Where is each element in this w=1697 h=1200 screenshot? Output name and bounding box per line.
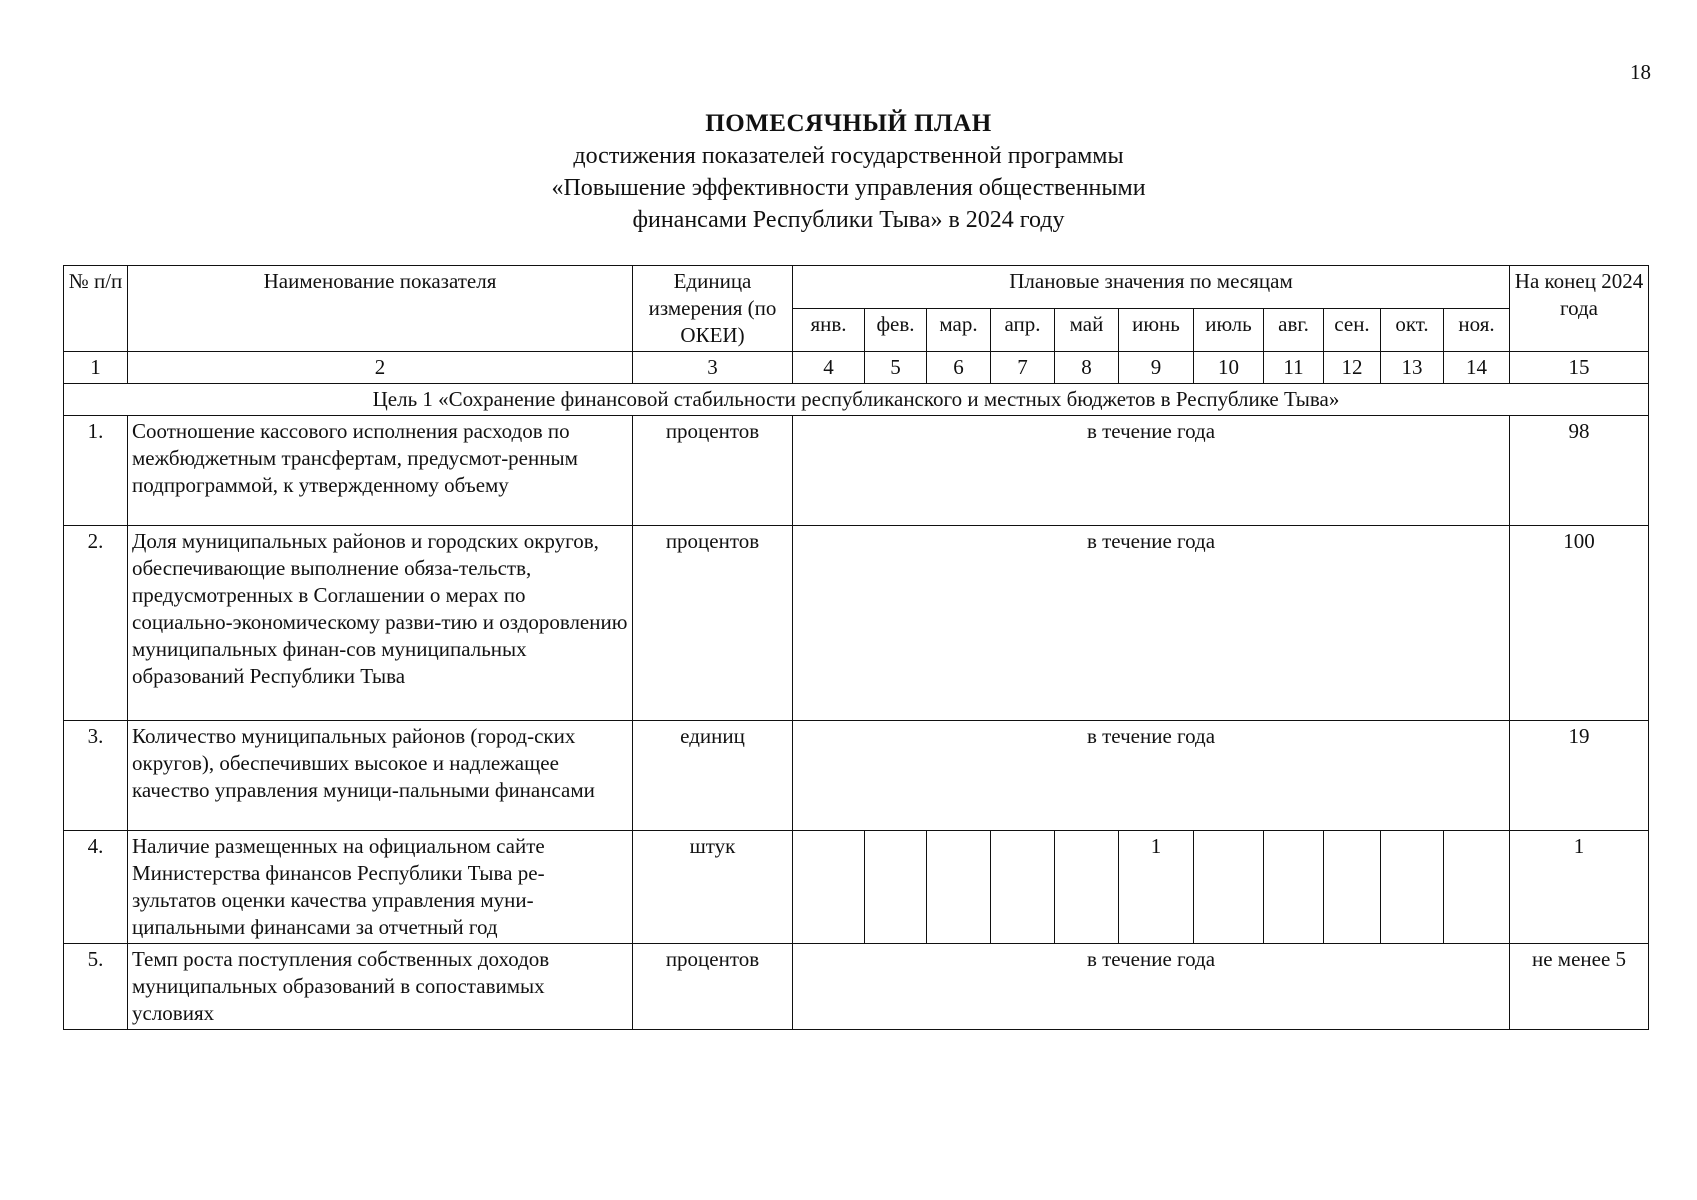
end-of-year-value: 19 <box>1510 721 1649 831</box>
unit-cell: штук <box>633 831 793 944</box>
document-subtitle-line-3: финансами Республики Тыва» в 2024 году <box>632 207 1065 233</box>
unit-cell: единиц <box>633 721 793 831</box>
column-number: 6 <box>927 352 991 384</box>
indicator-name: Соотношение кассового исполнения расходов по межбюджетным трансфертам, предусмот-ренным подпрограммой, к утвержденному объему <box>128 416 633 526</box>
column-number: 2 <box>128 352 633 384</box>
goal-text: Цель 1 «Сохранение финансовой стабильности республиканского и местных бюджетов в Республике Тыва» <box>64 384 1649 416</box>
month-value-cell <box>793 831 865 944</box>
column-number: 7 <box>991 352 1055 384</box>
column-number: 15 <box>1510 352 1649 384</box>
header-month: янв. <box>793 309 865 352</box>
column-number-row <box>64 352 1649 384</box>
row-number: 5. <box>64 944 128 1030</box>
header-plan-values: Плановые значения по месяцам <box>793 266 1510 309</box>
column-number: 11 <box>1264 352 1324 384</box>
header-month: мар. <box>927 309 991 352</box>
end-of-year-value: 100 <box>1510 526 1649 721</box>
goal-row <box>64 384 1649 416</box>
end-of-year-value: 98 <box>1510 416 1649 526</box>
column-number: 5 <box>865 352 927 384</box>
column-number: 4 <box>793 352 865 384</box>
indicator-name: Доля муниципальных районов и городских округов, обеспечивающие выполнение обяза-тельств, предусмотренных в Соглашении о мерах по социально-экономическому разви-тию и оздоровлению муниципальных финан-сов муниципальных образований Республики Тыва <box>128 526 633 721</box>
month-value-cell <box>1381 831 1444 944</box>
page-number: 18 <box>1630 60 1651 84</box>
row-number: 4. <box>64 831 128 944</box>
document-title: ПОМЕСЯЧНЫЙ ПЛАН <box>705 110 992 137</box>
header-month: авг. <box>1264 309 1324 352</box>
header-month: сен. <box>1324 309 1381 352</box>
column-number: 13 <box>1381 352 1444 384</box>
month-value-cell <box>1324 831 1381 944</box>
column-number: 9 <box>1119 352 1194 384</box>
header-unit: Единица измерения (по ОКЕИ) <box>633 266 793 352</box>
document-heading <box>0 108 1697 236</box>
header-month: фев. <box>865 309 927 352</box>
header-month: июль <box>1194 309 1264 352</box>
end-of-year-value: не менее 5 <box>1510 944 1649 1030</box>
indicator-name: Наличие размещенных на официальном сайте Министерства финансов Республики Тыва ре-зультатов оценки качества управления муни-ципальными финансами за отчетный год <box>128 831 633 944</box>
column-number: 8 <box>1055 352 1119 384</box>
during-year-cell: в течение года <box>793 416 1510 526</box>
table-row <box>64 416 1649 526</box>
indicator-name: Темп роста поступления собственных доходов муниципальных образований в сопоставимых условиях <box>128 944 633 1030</box>
table-row <box>64 526 1649 721</box>
header-month: май <box>1055 309 1119 352</box>
month-value-cell <box>1264 831 1324 944</box>
during-year-cell: в течение года <box>793 526 1510 721</box>
row-number: 3. <box>64 721 128 831</box>
unit-cell: процентов <box>633 526 793 721</box>
header-name: Наименование показателя <box>128 266 633 352</box>
during-year-cell: в течение года <box>793 944 1510 1030</box>
month-value-cell: 1 <box>1119 831 1194 944</box>
table-row <box>64 721 1649 831</box>
monthly-plan-table <box>63 265 1649 1030</box>
row-number: 1. <box>64 416 128 526</box>
header-month: июнь <box>1119 309 1194 352</box>
column-number: 3 <box>633 352 793 384</box>
header-end-of-year: На конец 2024 года <box>1510 266 1649 352</box>
header-month: апр. <box>991 309 1055 352</box>
month-value-cell <box>927 831 991 944</box>
month-value-cell <box>1444 831 1510 944</box>
column-number: 12 <box>1324 352 1381 384</box>
row-number: 2. <box>64 526 128 721</box>
unit-cell: процентов <box>633 944 793 1030</box>
month-value-cell <box>991 831 1055 944</box>
month-value-cell <box>865 831 927 944</box>
end-of-year-value: 1 <box>1510 831 1649 944</box>
month-value-cell <box>1194 831 1264 944</box>
header-num: № п/п <box>64 266 128 352</box>
column-number: 14 <box>1444 352 1510 384</box>
indicator-name: Количество муниципальных районов (город-ских округов), обеспечивших высокое и надлежащее качество управления муници-пальными финансами <box>128 721 633 831</box>
header-month: ноя. <box>1444 309 1510 352</box>
header-month: окт. <box>1381 309 1444 352</box>
table-row <box>64 944 1649 1030</box>
column-number: 10 <box>1194 352 1264 384</box>
document-subtitle-line-2: «Повышение эффективности управления общественными <box>551 175 1146 201</box>
document-subtitle-line-1: достижения показателей государственной программы <box>573 143 1124 169</box>
month-value-cell <box>1055 831 1119 944</box>
unit-cell: процентов <box>633 416 793 526</box>
column-number: 1 <box>64 352 128 384</box>
header-row <box>64 266 1649 309</box>
during-year-cell: в течение года <box>793 721 1510 831</box>
table-row <box>64 831 1649 944</box>
